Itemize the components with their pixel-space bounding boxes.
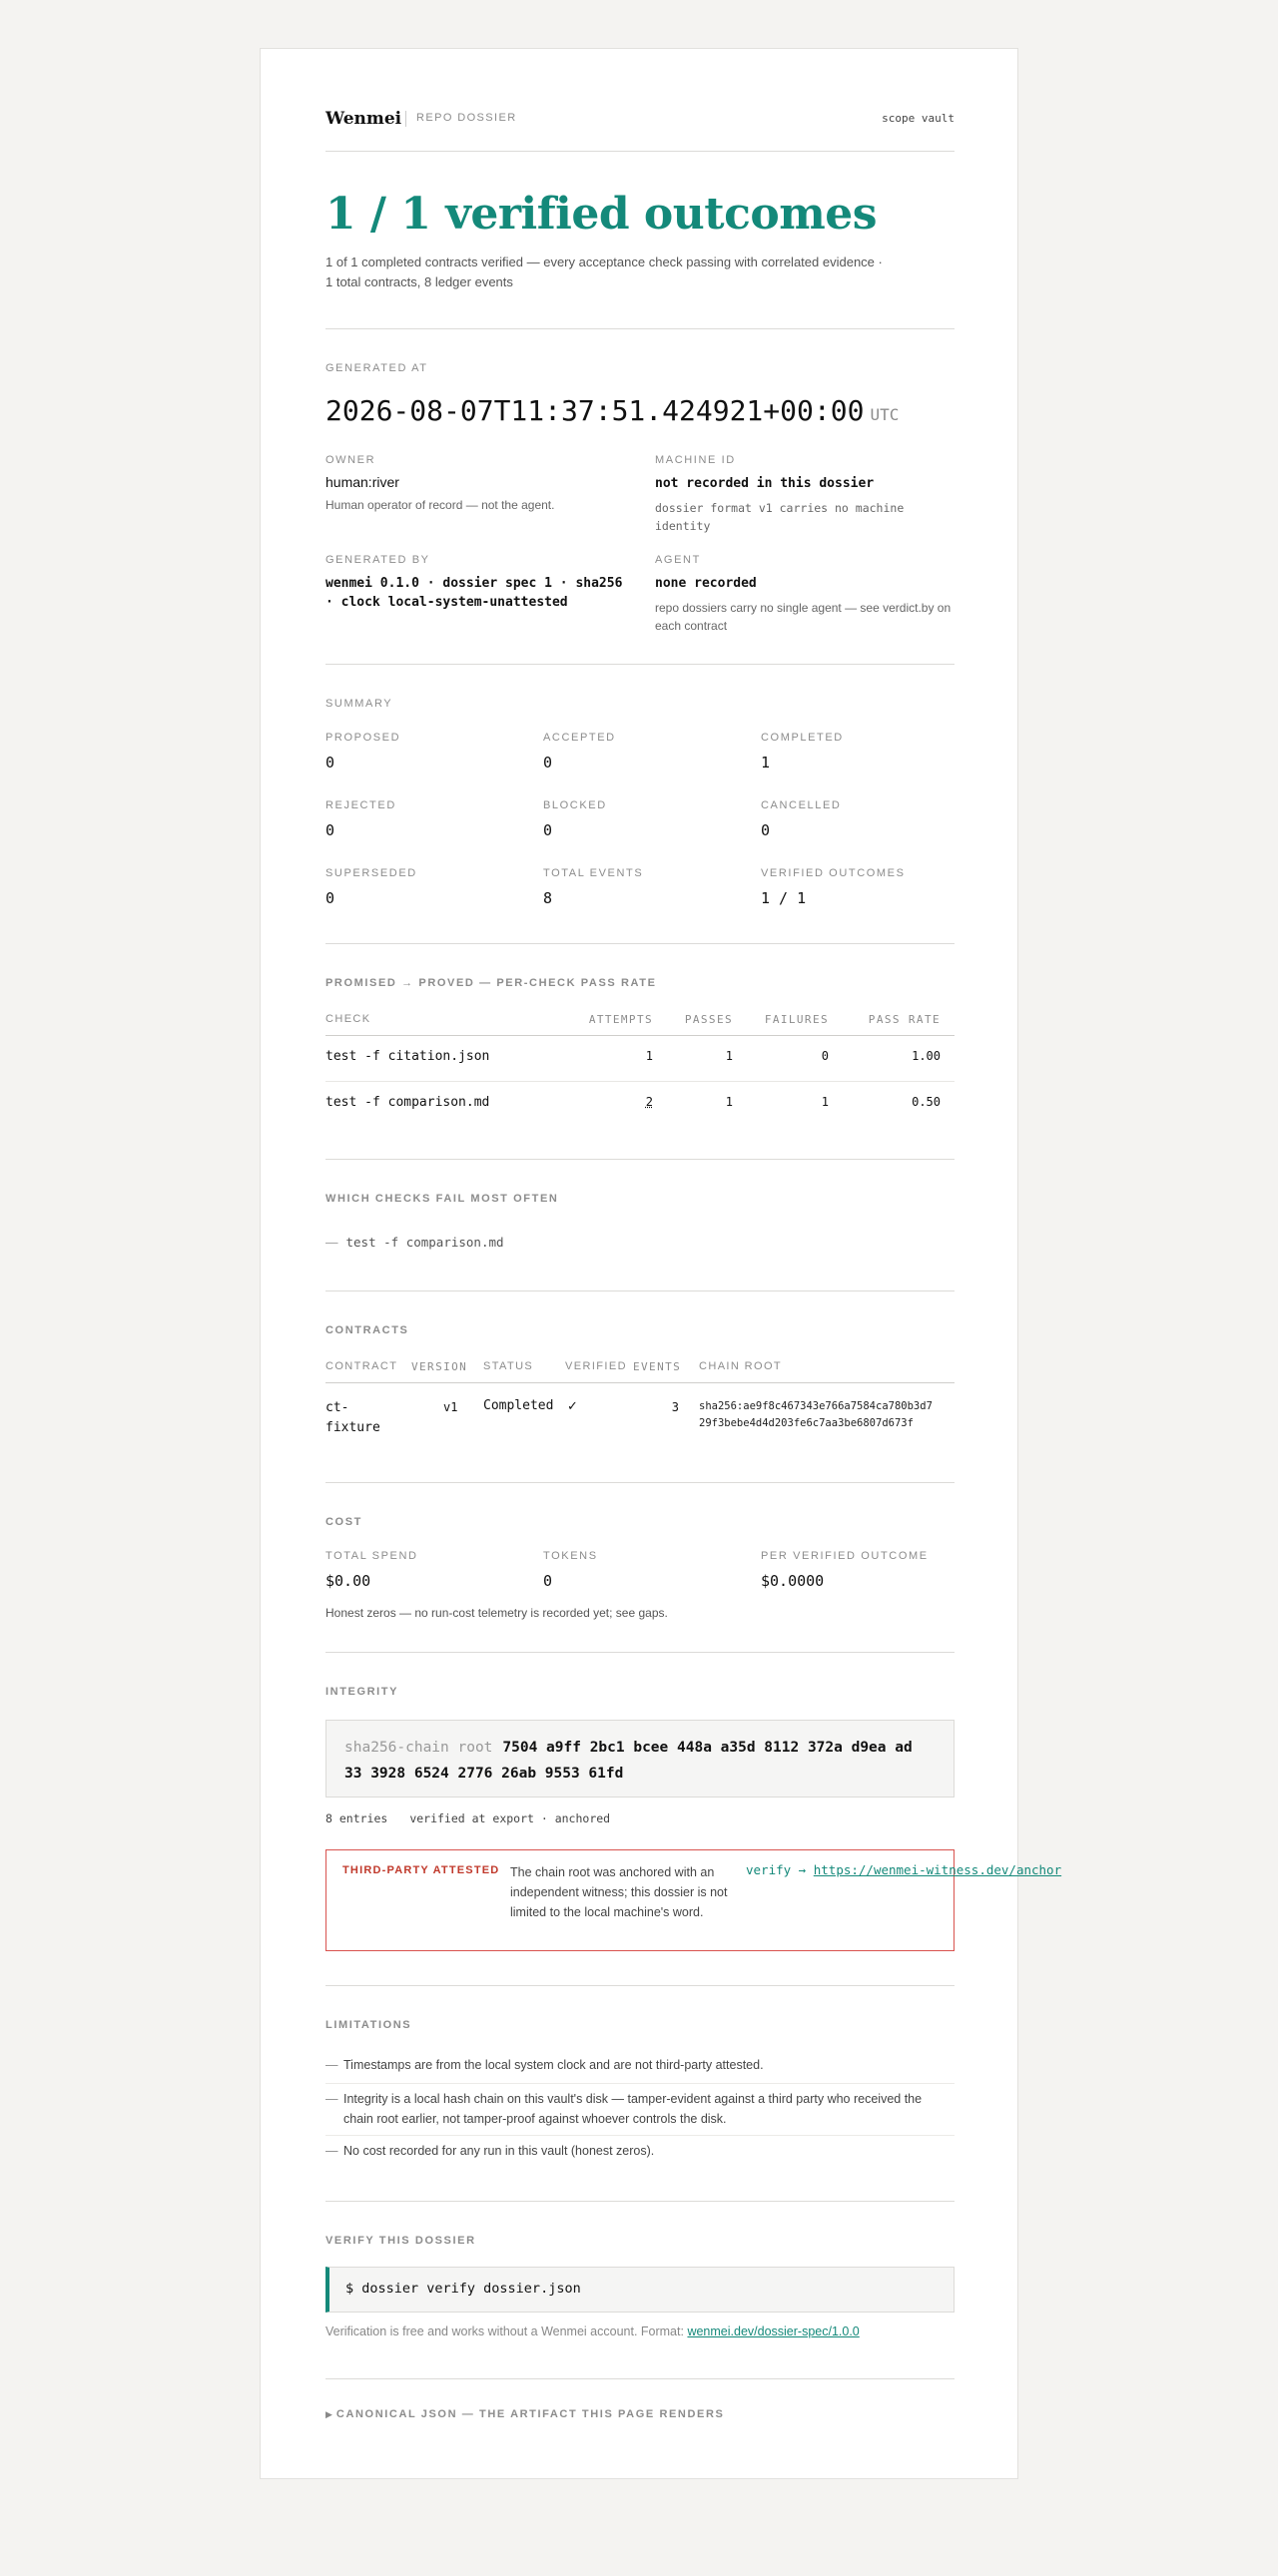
integrity-status (325, 1811, 610, 1825)
column-header: VERSION (411, 1360, 468, 1373)
stat-label: PROPOSED (325, 732, 401, 744)
stat-label: ACCEPTED (543, 732, 616, 744)
divider (325, 1159, 955, 1160)
dossier-sheet (260, 48, 1062, 2479)
section-label: INTEGRITY (325, 1686, 399, 1698)
cost-note: Honest zeros — no run-cost telemetry is recorded yet; see gaps. (325, 1606, 668, 1620)
verify-note-text: Verification is free and works without a Wenmei account. Format: (325, 2324, 684, 2338)
failing-check-item (325, 1235, 504, 1250)
generated-timestamp (325, 394, 899, 427)
section-label: CONTRACTS (325, 1324, 409, 1336)
owner-note: Human operator of record — not the agent. (325, 498, 555, 512)
chain-root-line (344, 1735, 936, 1761)
scope-label: scope vault (882, 112, 955, 125)
owner-field (325, 454, 625, 514)
stat-accepted (543, 732, 743, 772)
divider (325, 151, 955, 152)
column-header: PASS RATE (868, 1013, 941, 1026)
divider (325, 2201, 955, 2202)
field-label: AGENT (655, 554, 701, 566)
column-header: CHAIN ROOT (699, 1360, 783, 1372)
section-label: LIMITATIONS (325, 2019, 412, 2031)
stat-value: 0 (325, 754, 335, 772)
machine-note: dossier format v1 carries no machine identity (655, 501, 905, 533)
stat-label: BLOCKED (543, 799, 607, 811)
stat-value: 1 (761, 754, 771, 772)
stat-label: PER VERIFIED OUTCOME (761, 1550, 929, 1562)
contract-version: v1 (443, 1400, 458, 1414)
stat-label: TOKENS (543, 1550, 598, 1562)
hero-summary-line: 1 total contracts, 8 ledger events (325, 274, 513, 289)
column-header: FAILURES (764, 1013, 829, 1026)
field-label: GENERATED BY (325, 554, 430, 566)
check-pass-rate: 0.50 (912, 1095, 941, 1109)
owner-value: human:river (325, 474, 399, 490)
section-label: VERIFY THIS DOSSIER (325, 2235, 476, 2247)
cost-total (325, 1550, 525, 1590)
stat-value: 1 / 1 (761, 889, 807, 907)
cost-tokens (543, 1550, 743, 1590)
stat-value: 0 (325, 889, 335, 907)
bullet-dash: — (325, 2058, 338, 2072)
stat-value: 0 (761, 821, 771, 839)
limitation-item (325, 2055, 955, 2075)
field-label: OWNER (325, 454, 376, 466)
stat-superseded (325, 867, 525, 907)
stat-value: 0 (543, 754, 553, 772)
chain-root-prefix: sha256-chain root (344, 1740, 493, 1756)
chain-root-hash: 7504 a9ff 2bc1 bcee 448a a35d 8112 372a d9ea ad (502, 1740, 913, 1756)
brand-logo: Wenmei (325, 109, 402, 129)
timezone-label: UTC (870, 405, 900, 424)
caret-right-icon: ▶ (325, 2409, 332, 2419)
table-header-rule (325, 1382, 955, 1383)
divider (325, 1290, 955, 1291)
stat-total-events (543, 867, 743, 907)
check-failures: 0 (821, 1049, 829, 1063)
contract-id[interactable] (325, 1398, 380, 1438)
list-divider (325, 2083, 955, 2084)
cost-per-outcome (761, 1550, 960, 1590)
brand-divider (405, 111, 406, 127)
attestation-badge: THIRD-PARTY ATTESTED (342, 1864, 500, 1876)
field-label: MACHINE ID (655, 454, 736, 466)
limitation-text: Integrity is a local hash chain on this vault's disk — tamper-evident against a third party who received the chain root earlier, not tamper-proof against whoever controls the disk. (343, 2092, 923, 2126)
check-name: test -f citation.json (325, 1049, 490, 1064)
check-failures: 1 (821, 1095, 829, 1109)
column-header: VERIFIED (565, 1360, 627, 1372)
generated-by-field (325, 554, 625, 612)
verify-command[interactable]: $ dossier verify dossier.json (325, 2267, 955, 2313)
stat-value: $0.0000 (761, 1572, 825, 1590)
integrity-verified-status: verified at export · anchored (409, 1811, 611, 1825)
hero-summary-line: 1 of 1 completed contracts verified — every acceptance check passing with correlated evidence · (325, 255, 883, 269)
limitation-text: Timestamps are from the local system clock and are not third-party attested. (343, 2058, 764, 2072)
stat-value: $0.00 (325, 1572, 371, 1590)
stat-rejected (325, 799, 525, 839)
stat-label: SUPERSEDED (325, 867, 417, 879)
stat-value: 8 (543, 889, 553, 907)
spec-link[interactable]: wenmei.dev/dossier-spec/1.0.0 (687, 2324, 860, 2338)
stat-value: 0 (543, 1572, 553, 1590)
stat-cancelled (761, 799, 960, 839)
list-divider (325, 2135, 955, 2136)
column-header: CONTRACT (325, 1360, 398, 1372)
chain-root-line: sha256:ae9f8c467343e766a7584ca780b3d7 (699, 1400, 933, 1412)
stat-label: REJECTED (325, 799, 396, 811)
stat-blocked (543, 799, 743, 839)
bullet-dash: — (325, 2092, 338, 2106)
divider (325, 1482, 955, 1483)
contract-chain-root (699, 1398, 933, 1432)
stat-completed (761, 732, 960, 772)
machine-value: not recorded in this dossier (655, 476, 875, 491)
divider (325, 1985, 955, 1986)
canonical-json-label: CANONICAL JSON — THE ARTIFACT THIS PAGE RENDERS (335, 2408, 725, 2420)
table-row-rule (325, 1081, 955, 1082)
page-title: 1 / 1 verified outcomes (325, 189, 878, 240)
timestamp-value: 2026-08-07T11:37:51.424921+00:00 (325, 394, 865, 427)
failing-check-name: test -f comparison.md (345, 1235, 504, 1250)
chain-root-box (325, 1720, 955, 1798)
generated-by-value: wenmei 0.1.0 · dossier spec 1 · sha256 · clock local-system-unattested (325, 576, 623, 610)
section-label: COST (325, 1516, 362, 1528)
agent-value: none recorded (655, 576, 757, 591)
chain-root-hash: 33 3928 6524 2776 26ab 9553 61fd (344, 1766, 624, 1782)
agent-note: repo dossiers carry no single agent — see verdict.by on each contract (655, 601, 952, 633)
limitation-text: No cost recorded for any run in this vault (honest zeros). (343, 2144, 655, 2158)
stat-label: CANCELLED (761, 799, 842, 811)
divider (325, 664, 955, 665)
stat-label: TOTAL EVENTS (543, 867, 644, 879)
verify-prefix: verify → (746, 1862, 807, 1877)
verify-note (325, 2324, 860, 2338)
contract-id-line: ct- (325, 1400, 349, 1415)
bullet-dash: — (325, 2144, 338, 2158)
section-label: SUMMARY (325, 698, 393, 710)
section-label: WHICH CHECKS FAIL MOST OFTEN (325, 1193, 559, 1205)
stat-verified-outcomes (761, 867, 960, 907)
column-header: ATTEMPTS (588, 1013, 653, 1026)
contract-events: 3 (671, 1400, 679, 1414)
stat-proposed (325, 732, 525, 772)
limitation-item (325, 2089, 955, 2129)
agent-field (655, 554, 955, 635)
entries-count: 8 entries (325, 1811, 388, 1825)
stat-value: 0 (325, 821, 335, 839)
column-header: STATUS (483, 1360, 534, 1372)
limitation-item (325, 2141, 955, 2161)
stat-value: 0 (543, 821, 553, 839)
column-header: EVENTS (633, 1360, 682, 1373)
third-party-attestation (325, 1849, 1062, 1951)
stat-label: COMPLETED (761, 732, 844, 744)
check-attempts: 1 (645, 1049, 653, 1063)
chain-root-line: 29f3bebe4d4d203fe6c7aa3be6807d673f (699, 1417, 914, 1429)
divider (325, 943, 955, 944)
divider (325, 2378, 955, 2379)
page-subtitle: REPO DOSSIER (416, 112, 517, 124)
section-label: GENERATED AT (325, 362, 428, 374)
canonical-json-toggle[interactable] (325, 2404, 724, 2422)
contract-status: Completed (483, 1398, 554, 1413)
stat-label: VERIFIED OUTCOMES (761, 867, 906, 879)
divider (325, 1652, 955, 1653)
machine-field (655, 454, 955, 535)
table-header-rule (325, 1035, 955, 1036)
column-header: CHECK (325, 1013, 371, 1025)
column-header: PASSES (684, 1013, 733, 1026)
check-name: test -f comparison.md (325, 1095, 490, 1110)
check-pass-rate: 1.00 (912, 1049, 941, 1063)
attestation-text: The chain root was anchored with an independent witness; this dossier is not limited to the local machine's word. (510, 1865, 728, 1919)
divider (325, 328, 955, 329)
check-passes: 1 (725, 1095, 733, 1109)
hero-summary (325, 253, 955, 292)
stat-label: TOTAL SPEND (325, 1550, 418, 1562)
section-label: PROMISED → PROVED — PER-CHECK PASS RATE (325, 977, 657, 989)
check-attempts: 2 (645, 1095, 653, 1109)
verify-anchor-link[interactable]: https://wenmei-witness.dev/anchor (813, 1862, 1062, 1877)
contract-id-line: fixture (325, 1420, 380, 1435)
bullet-dash: — (325, 1236, 338, 1250)
check-passes: 1 (725, 1049, 733, 1063)
verify-link-row (746, 1862, 1062, 1877)
verified-check-icon: ✓ (567, 1398, 578, 1413)
